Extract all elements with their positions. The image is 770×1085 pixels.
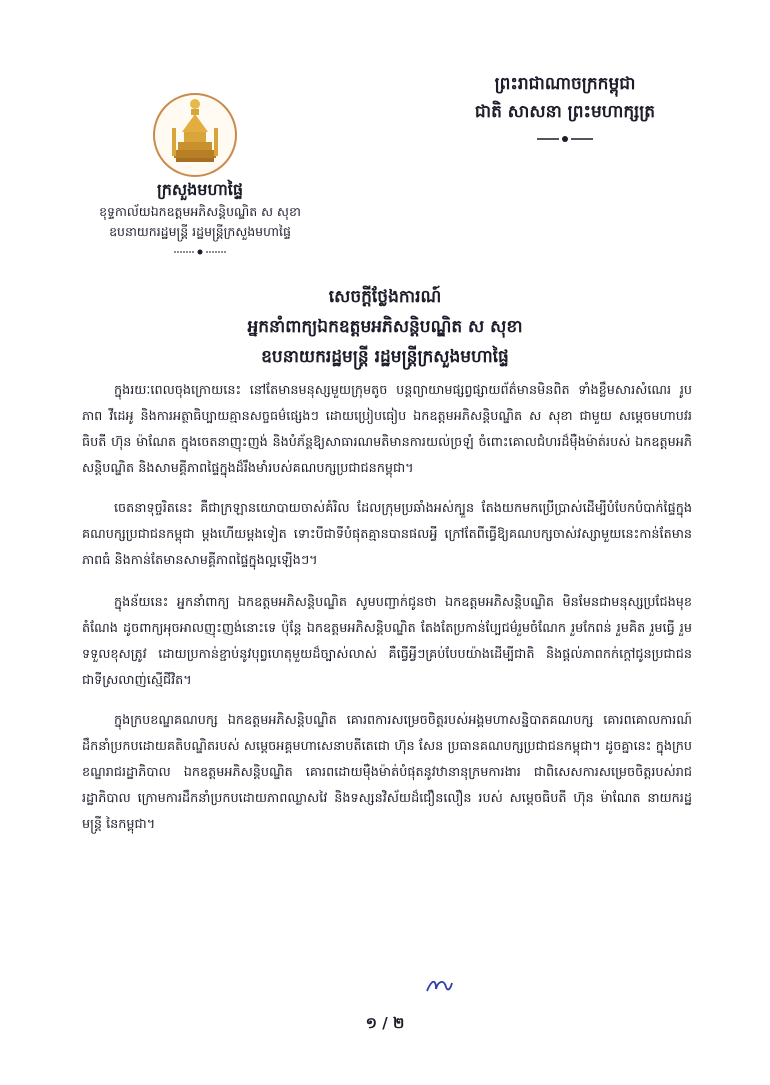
kingdom-name: ព្រះរាជាណាចក្រកម្ពុជា — [494, 74, 636, 94]
paragraph-4: ក្នុងក្របខណ្ឌគណបក្ស ឯកឧត្តមអភិសន្តិបណ្ឌិត គោរពការសម្រេចចិត្តរបស់អង្គមហាសន្និបាតគណបក្ស គោរពគោលការណ៍ដឹកនាំប្រកបដោយគតិបណ្ឌិតរបស់ សម្តេចអគ្គមហាសេនាបតីតេជោ ហ៊ុន សែន ប្រធានគណបក្សប្រជាជនកម្ពុជា។ ដូចគ្នានេះ ក្នុងក្របខណ្ឌរាជរដ្ឋាភិបាល ឯកឧត្តមអភិសន្តិបណ្ឌិត គោរពដោយមុឺងម៉ាត់បំផុតនូវឋានានុក្រមការងារ ជាពិសេសការសម្រេចចិត្តរបស់រាជរដ្ឋាភិបាល ក្រោមការដឹកនាំប្រកបដោយភាពឈ្លាសវៃ និងទស្សនវិស័យដ៏ជឿនលឿន របស់ សម្តេចធិបតី ហ៊ុន ម៉ាណែត នាយករដ្ឋមន្ត្រី នៃកម្ពុជា។ — [82, 713, 692, 832]
divider-ornament-icon — [170, 247, 230, 257]
title-line-3: ឧបនាយករដ្ឋមន្ត្រី រដ្ឋមន្ត្រីក្រសួងមហាផ្ទៃ — [261, 347, 509, 367]
paragraph-1: ក្នុងរយៈពេលចុងក្រោយនេះ នៅតែមានមនុស្សមួយក្រុមតូច បន្តព្យាយាមផ្សព្វផ្សាយព័ត៌មានមិនពិត ទាំងខ្លឹមសារសំណេរ រូបភាព វីដេអូ និងការអត្ថាធិប្បាយគ្មានសច្ចធម៌ផ្សេងៗ ដោយប្រៀបធៀប ឯកឧត្តមអភិសន្តិបណ្ឌិត ស សុខា ជាមួយ សម្តេចមហាបវរធិបតី ហ៊ុន ម៉ាណែត ក្នុងចេតនាញុះញង់ និងបំភ័ន្តឱ្យសាធារណមតិមានការយល់ច្រឡំ ចំពោះគោលជំហរដ៏មុឺងម៉ាត់របស់ ឯកឧត្តមអភិសន្តិបណ្ឌិត និងសាមគ្គីភាពផ្ទៃក្នុងដ៏រឹងមាំរបស់គណបក្សប្រជាជនកម្ពុជា។ — [82, 383, 692, 476]
paragraph-2: ចេតនាទុច្ចរិតនេះ គឺជាក្រឡានយោបាយចាស់គំរិល ដែលក្រុមប្រឆាំងអស់ក្បួន តែងយកមកប្រើប្រាស់ដើម្បីបំបែកបំបាក់ផ្ទៃក្នុងគណបក្សប្រជាជនកម្ពុជា ម្តងហើយម្តងទៀត ទោះបីជាទីបំផុតគ្មានបានផលអ្វី ក្រៅតែពីធ្វើឱ្យគណបក្សចាស់វស្សាមួយនេះកាន់តែមានភាពធំ និងកាន់តែមានសាមគ្គីភាពផ្ទៃក្នុងល្អឡើងៗ។ — [82, 501, 692, 568]
statement-body — [82, 378, 692, 852]
statement-title — [80, 282, 690, 372]
office-line-1: ខុទ្ទកាល័យឯកឧត្តមអភិសន្តិបណ្ឌិត ស សុខា — [99, 204, 301, 219]
title-line-1: សេចក្តីថ្លែងការណ៍ — [328, 287, 442, 307]
office-line-2: ឧបនាយករដ្ឋមន្ត្រី រដ្ឋមន្ត្រីក្រសួងមហាផ្ទៃ — [109, 224, 291, 239]
divider-ornament-icon — [535, 134, 595, 144]
page-number: ១ / ២ — [365, 1014, 405, 1032]
ministry-name: ក្រសួងមហាផ្ទៃ — [156, 180, 243, 199]
kingdom-header — [430, 70, 700, 144]
ministry-header — [50, 178, 350, 261]
kingdom-motto: ជាតិ សាសនា ព្រះមហាក្សត្រ — [474, 102, 656, 122]
ministry-emblem-icon — [152, 92, 238, 178]
handwritten-initial-icon — [424, 975, 454, 997]
title-line-2: អ្នកនាំពាក្យឯកឧត្តមអភិសន្តិបណ្ឌិត ស សុខា — [247, 317, 523, 337]
paragraph-3: ក្នុងន័យនេះ អ្នកនាំពាក្យ ឯកឧត្តមអភិសន្តិបណ្ឌិត សូមបញ្ជាក់ជូនថា ឯកឧត្តមអភិសន្តិបណ្ឌិត មិនមែនជាមនុស្សប្រជែងមុខតំណែង ដូចពាក្យអុចអាលញុះញង់នោះទេ ប៉ុន្តែ ឯកឧត្តមអភិសន្តិបណ្ឌិត តែងតែប្រកាន់ប្បែជម៌រួមចំណែក រួមកែពន់ រួមគិត រួមធ្វើ រួមទទួលខុសត្រូវ ដោយប្រកាន់ខ្ជាប់នូវបុព្វហេតុមួយដ៏ច្បាស់លាស់ គឺធ្វើអ្វីៗគ្រប់បែបយ៉ាងដើម្បីជាតិ និងផ្តល់ភាពកក់ក្តៅជូនប្រជាជន ជាទីស្រលាញ់ស្មើជីវិត។ — [82, 595, 692, 688]
